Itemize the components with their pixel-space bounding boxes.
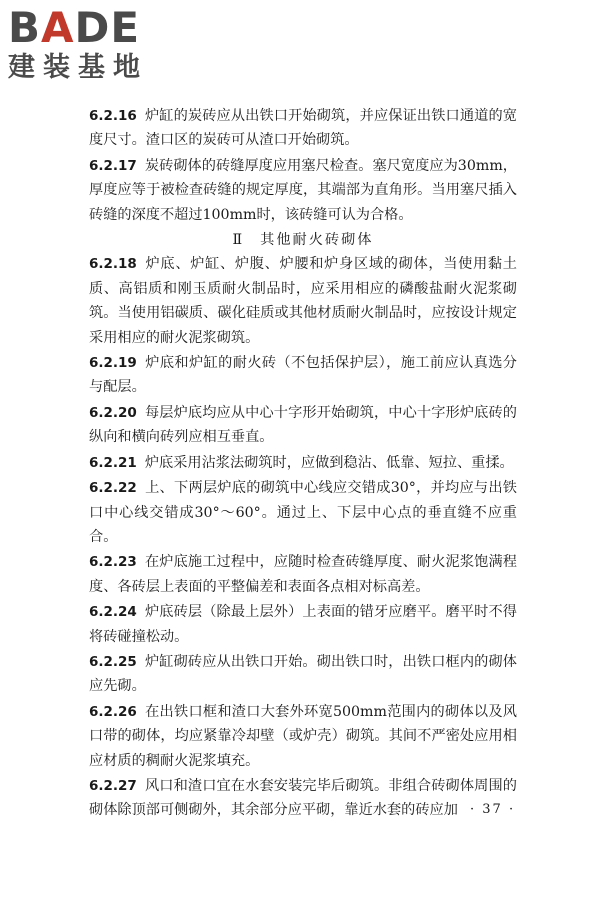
clause-text: 炉底、炉缸、炉腹、炉腰和炉身区域的砌体，当使用黏土质、高铝质和刚玉质耐火制品时，应采用相应的磷酸盐耐火泥浆砌筑。当使用铝碳质、碳化硅质或其他材质耐火制品时，应按设计规定采用相应的耐火泥浆砌筑。 (89, 256, 517, 346)
clause-6-2-22 (89, 476, 517, 549)
bade-logo (8, 3, 178, 84)
clause-6-2-21 (89, 451, 517, 475)
document-body (89, 104, 517, 824)
clause-number: 6.2.26 (89, 703, 137, 720)
clause-6-2-20 (89, 401, 517, 450)
logo-de: DE (74, 3, 141, 52)
clause-number: 6.2.16 (89, 108, 137, 124)
clause-number: 6.2.22 (89, 480, 137, 497)
clause-text: 在炉底施工过程中，应随时检查砖缝厚度、耐火泥浆饱满程度、各砖层上表面的平整偏差和表面各点相对标高差。 (89, 554, 517, 595)
clause-number: 6.2.20 (89, 404, 137, 421)
clause-6-2-17 (89, 154, 517, 227)
logo-chinese: 建装基地 (8, 52, 148, 83)
clause-text: 每层炉底均应从中心十字形开始砌筑，中心十字形炉底砖的纵向和横向砖列应相互垂直。 (89, 404, 517, 446)
clause-number: 6.2.27 (89, 777, 137, 794)
clause-text: 炉底采用沾浆法砌筑时，应做到稳沾、低靠、短拉、重揉。 (144, 454, 514, 471)
clause-text: 炉底砖层（除最上层外）上表面的错牙应磨平。磨平时不得将砖碰撞松动。 (89, 604, 517, 645)
logo-wordmark (8, 3, 178, 52)
clause-number: 6.2.19 (89, 355, 137, 372)
clause-6-2-18 (89, 252, 517, 350)
clause-6-2-23 (89, 550, 517, 599)
clause-text: 上、下两层炉底的砌筑中心线应交错成30°，并均应与出铁口中心线交错成30°～60°。通过上、下层中心点的垂直缝不应重合。 (89, 480, 517, 545)
logo-b: B (8, 3, 42, 52)
clause-6-2-16 (89, 104, 517, 153)
clause-number: 6.2.17 (89, 157, 137, 174)
clause-text: 风口和渣口宜在水套安装完毕后砌筑。非组合砖砌体周围的砌体除顶部可侧砌外，其余部分应平砌，靠近水套的砖应加 (89, 777, 517, 819)
clause-text: 炉底和炉缸的耐火砖（不包括保护层），施工前应认真选分与配层。 (89, 355, 517, 396)
clause-number: 6.2.23 (89, 554, 137, 571)
section-title: 其他耐火砖砌体 (260, 232, 374, 249)
clause-text: 炭砖砌体的砖缝厚度应用塞尺检查。塞尺宽度应为30mm，厚度应等于被检查砖缝的规定厚度，其端部为直角形。当用塞尺插入砖缝的深度不超过100mm时，该砖缝可认为合格。 (89, 157, 517, 223)
clause-text: 在出铁口框和渣口大套外环宽500mm范围内的砌体以及风口带的砌体，均应紧靠冷却壁（或炉壳）砌筑。其间不严密处应用相应材质的稠耐火泥浆填充。 (89, 703, 517, 769)
clause-6-2-19 (89, 351, 517, 400)
page-number: · 37 · (470, 802, 516, 817)
clause-6-2-27 (89, 774, 517, 823)
clause-number: 6.2.24 (89, 604, 137, 621)
clause-number: 6.2.25 (89, 653, 137, 670)
section-numeral: Ⅱ (232, 232, 245, 249)
clause-6-2-26 (89, 700, 517, 773)
section-heading (89, 228, 517, 252)
logo-a: A (41, 3, 75, 52)
clause-text: 炉缸砌砖应从出铁口开始。砌出铁口时，出铁口框内的砌体应先砌。 (89, 653, 517, 695)
clause-6-2-25 (89, 650, 517, 699)
clause-number: 6.2.21 (89, 454, 137, 471)
clause-text: 炉缸的炭砖应从出铁口开始砌筑，并应保证出铁口通道的宽度尺寸。渣口区的炭砖可从渣口开始砌筑。 (89, 108, 517, 149)
clause-number: 6.2.18 (89, 256, 137, 273)
clause-6-2-24 (89, 600, 517, 649)
